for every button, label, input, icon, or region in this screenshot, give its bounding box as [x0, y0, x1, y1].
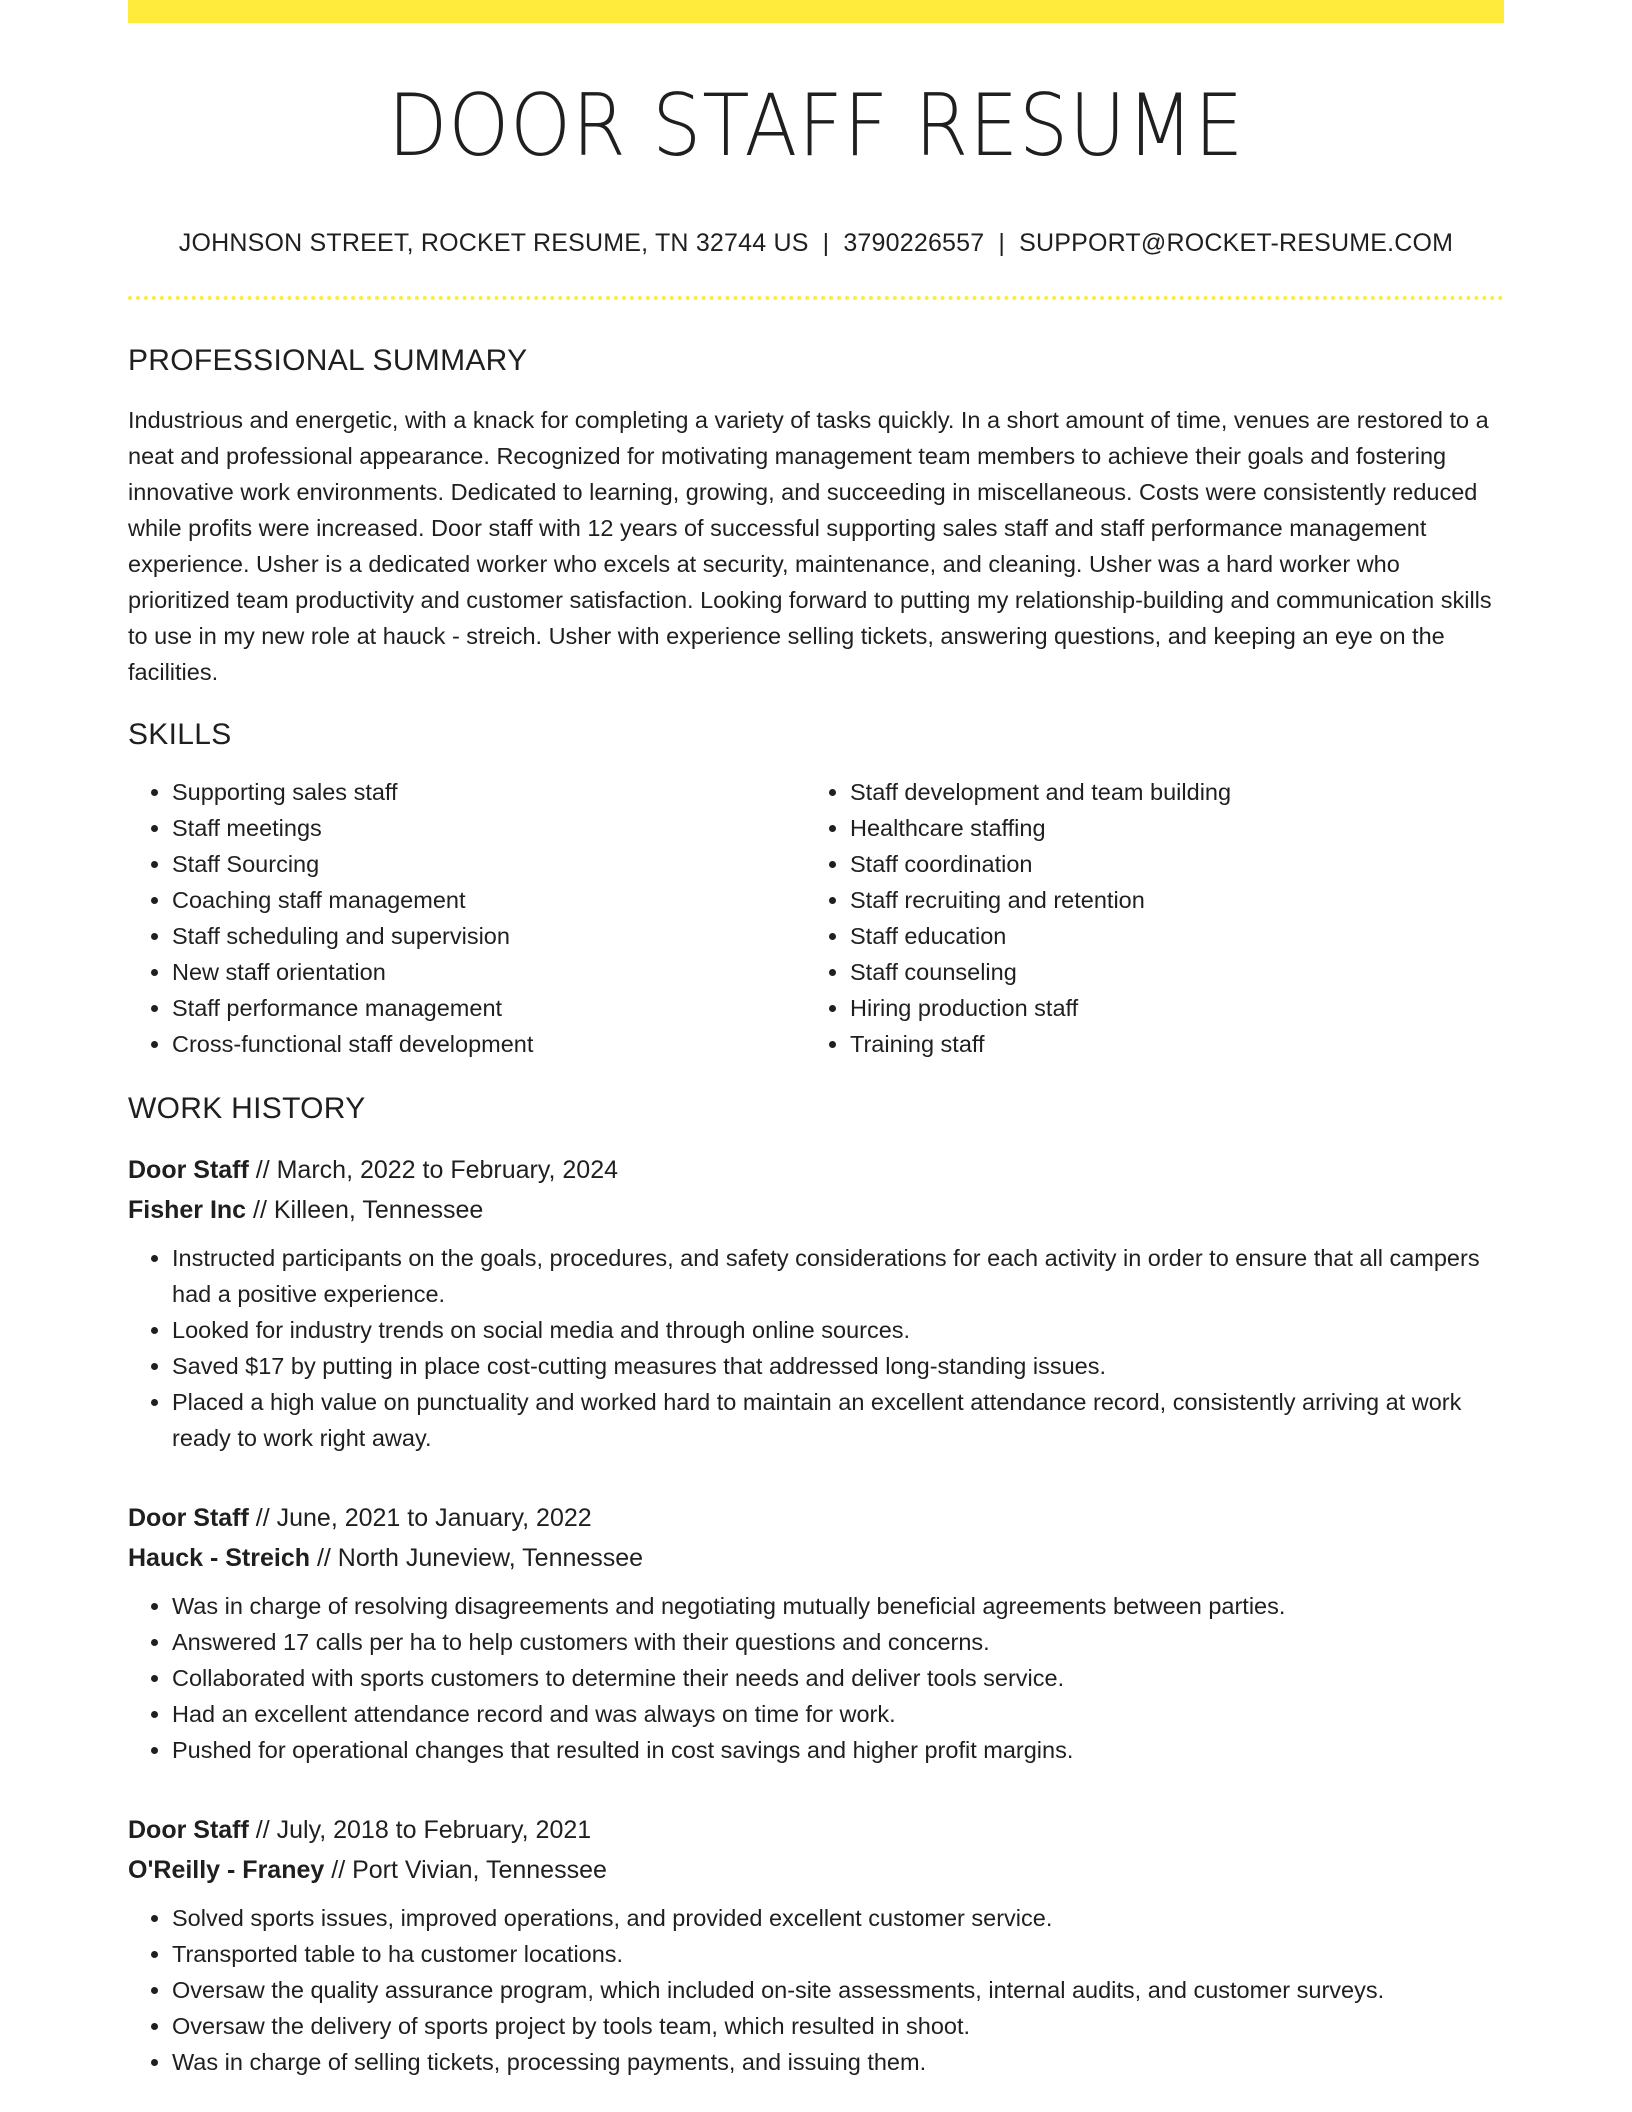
skill-item: • Supporting sales staff — [172, 774, 806, 810]
job-entry — [128, 1150, 1504, 1456]
dotted-divider — [128, 296, 1504, 300]
resume-title: DOOR STAFF RESUME — [387, 76, 1245, 176]
skill-item: • Staff coordination — [850, 846, 1484, 882]
job-company-line — [128, 1538, 1504, 1578]
skill-item: • Staff education — [850, 918, 1484, 954]
skill-item: • Staff Sourcing — [172, 846, 806, 882]
job-bullet: • Saved $17 by putting in place cost-cutting measures that addressed long-standing issues. — [172, 1348, 1504, 1384]
skill-item: • Coaching staff management — [172, 882, 806, 918]
job-bullet: • Looked for industry trends on social media and through online sources. — [172, 1312, 1504, 1348]
job-entry — [128, 1498, 1504, 1768]
skills-column-left — [128, 774, 806, 1062]
job-bullet: • Collaborated with sports customers to determine their needs and deliver tools service. — [172, 1660, 1504, 1696]
job-bullet: • Pushed for operational changes that resulted in cost savings and higher profit margins. — [172, 1732, 1504, 1768]
contact-email[interactable]: SUPPORT@ROCKET-RESUME.COM — [1019, 229, 1454, 257]
work-history-heading: WORK HISTORY — [128, 1092, 366, 1125]
skill-item: • Staff performance management — [172, 990, 806, 1026]
job-company: O'Reilly - Franey — [128, 1856, 325, 1884]
skill-item: • Training staff — [850, 1026, 1484, 1062]
contact-line — [128, 229, 1504, 258]
contact-separator: | — [998, 229, 1006, 257]
skill-item: • Staff scheduling and supervision — [172, 918, 806, 954]
job-dates: // July, 2018 to February, 2021 — [248, 1816, 592, 1844]
job-bullet: • Transported table to ha customer locations. — [172, 1936, 1504, 1972]
skill-item: • Healthcare staffing — [850, 810, 1484, 846]
job-bullet: • Oversaw the delivery of sports project by tools team, which resulted in shoot. — [172, 2008, 1504, 2044]
job-bullet: • Solved sports issues, improved operations, and provided excellent customer service. — [172, 1900, 1504, 1936]
job-dates: // June, 2021 to January, 2022 — [248, 1504, 592, 1532]
summary-heading: PROFESSIONAL SUMMARY — [128, 344, 528, 377]
job-entry — [128, 1810, 1504, 2080]
contact-address: JOHNSON STREET, ROCKET RESUME, TN 32744 US — [178, 229, 809, 257]
job-company-line — [128, 1850, 1504, 1890]
skill-item: • Staff meetings — [172, 810, 806, 846]
skill-item: • Staff recruiting and retention — [850, 882, 1484, 918]
job-dates: // March, 2022 to February, 2024 — [248, 1156, 619, 1184]
job-location: // North Juneview, Tennessee — [310, 1544, 644, 1572]
accent-top-bar — [128, 0, 1504, 23]
skill-item: • Staff development and team building — [850, 774, 1484, 810]
job-bullet: • Was in charge of resolving disagreements and negotiating mutually beneficial agreements between parties. — [172, 1588, 1504, 1624]
skill-item: • New staff orientation — [172, 954, 806, 990]
skills-list — [128, 774, 1504, 1062]
job-role-line — [128, 1150, 1504, 1190]
job-location: // Port Vivian, Tennessee — [324, 1856, 607, 1884]
resume-page — [128, 0, 1504, 2112]
skill-item: • Cross-functional staff development — [172, 1026, 806, 1062]
job-bullets — [128, 1900, 1504, 2080]
job-bullet: • Was in charge of selling tickets, processing payments, and issuing them. — [172, 2044, 1504, 2080]
job-bullets — [128, 1240, 1504, 1456]
job-company-line — [128, 1190, 1504, 1230]
job-location: // Killeen, Tennessee — [246, 1196, 484, 1224]
job-role: Door Staff — [128, 1156, 249, 1184]
skills-heading: SKILLS — [128, 718, 232, 751]
job-role-line — [128, 1810, 1504, 1850]
skill-item: • Hiring production staff — [850, 990, 1484, 1026]
job-role: Door Staff — [128, 1816, 249, 1844]
job-company: Fisher Inc — [128, 1196, 247, 1224]
job-bullet: • Instructed participants on the goals, procedures, and safety considerations for each activity in order to ensure that all campers had a positive experience. — [172, 1240, 1504, 1312]
job-bullets — [128, 1588, 1504, 1768]
job-role-line — [128, 1498, 1504, 1538]
job-bullet: • Oversaw the quality assurance program, which included on-site assessments, internal audits, and customer surveys. — [172, 1972, 1504, 2008]
job-bullet: • Had an excellent attendance record and was always on time for work. — [172, 1696, 1504, 1732]
job-role: Door Staff — [128, 1504, 249, 1532]
summary-text: Industrious and energetic, with a knack for completing a variety of tasks quickly. In a short amount of time, venues are restored to a neat and professional appearance. Recognized for motivating management team members to achieve their goals and fostering innovative work environments. Dedicated to learning, growing, and succeeding in miscellaneous. Costs were consistently reduced while profits were increased. Door staff with 12 years of successful supporting sales staff and staff performance management experience. Usher is a dedicated worker who excels at security, maintenance, and cleaning. Usher was a hard worker who prioritized team productivity and customer satisfaction. Looking forward to putting my relationship-building and communication skills to use in my new role at hauck - streich. Usher with experience selling tickets, answering questions, and keeping an eye on the facilities. — [128, 407, 1492, 685]
contact-separator: | — [822, 229, 830, 257]
job-company: Hauck - Streich — [128, 1544, 311, 1572]
skills-column-right — [806, 774, 1484, 1062]
contact-phone: 3790226557 — [843, 229, 985, 257]
job-bullet: • Placed a high value on punctuality and worked hard to maintain an excellent attendance record, consistently arriving at work ready to work right away. — [172, 1384, 1504, 1456]
job-bullet: • Answered 17 calls per ha to help customers with their questions and concerns. — [172, 1624, 1504, 1660]
skill-item: • Staff counseling — [850, 954, 1484, 990]
